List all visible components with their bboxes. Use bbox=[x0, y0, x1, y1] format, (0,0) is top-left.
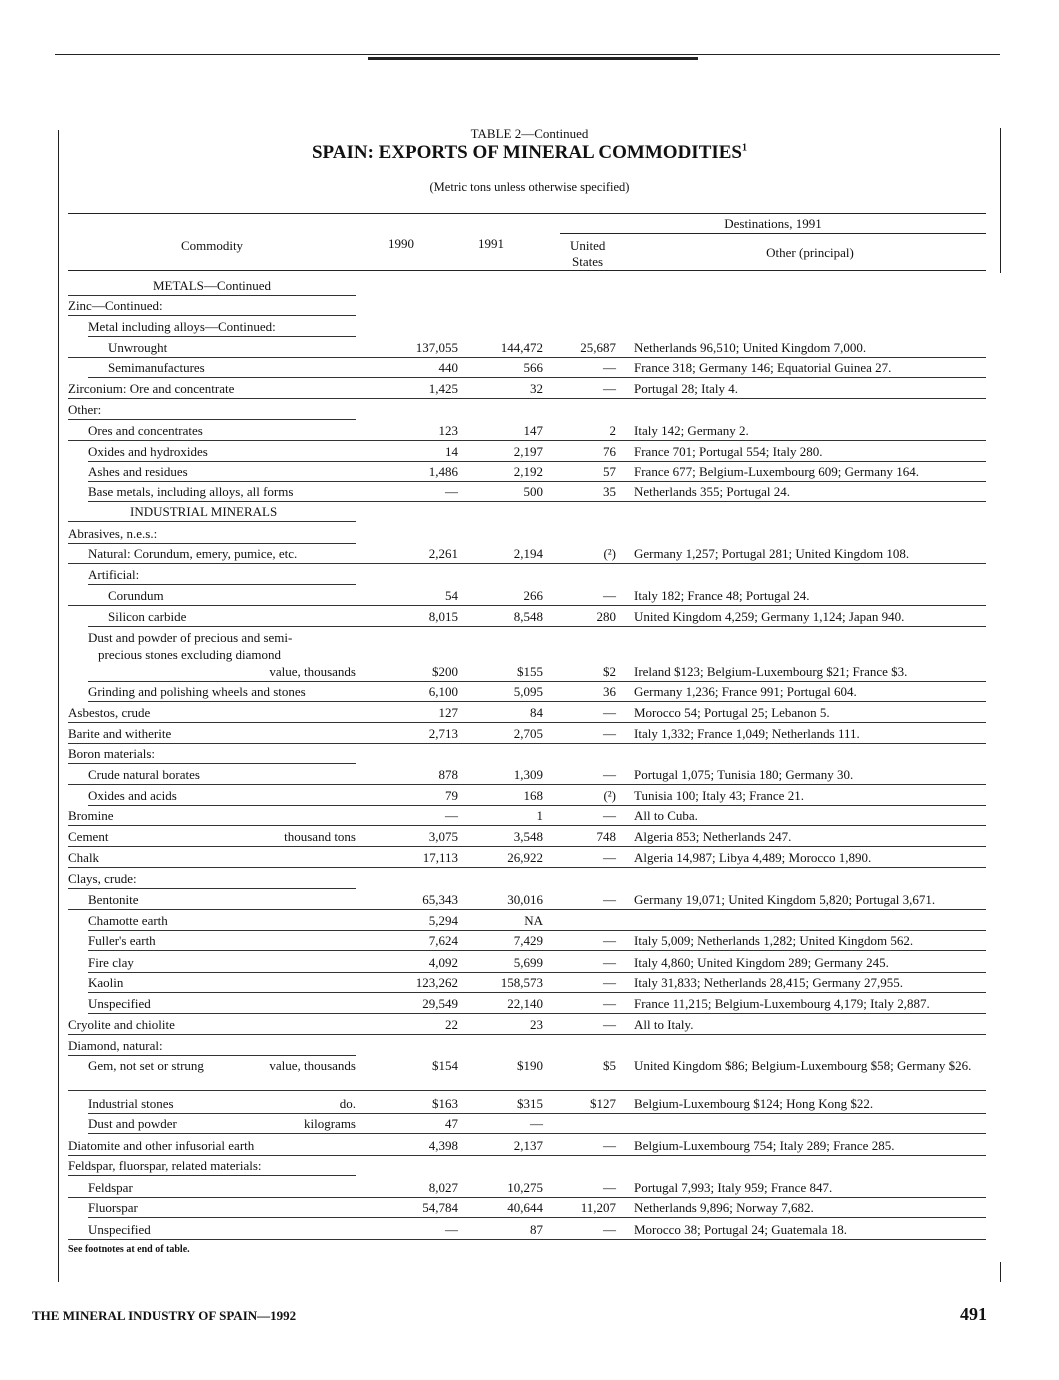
row-value-1991: 87 bbox=[530, 1222, 543, 1237]
footnote-note: See footnotes at end of table. bbox=[68, 1244, 190, 1255]
col-commodity-header: Commodity bbox=[180, 238, 244, 253]
row-rule bbox=[88, 481, 986, 482]
row-rule bbox=[68, 784, 986, 785]
row-other-destinations: All to Italy. bbox=[634, 1017, 694, 1032]
row-value-1991: NA bbox=[524, 913, 543, 928]
row-other-destinations: France 318; Germany 146; Equatorial Guinea 27. bbox=[634, 360, 892, 375]
row-other-destinations: Morocco 54; Portugal 25; Lebanon 5. bbox=[634, 705, 830, 720]
right-margin-rule-bottom bbox=[1000, 1262, 1001, 1282]
col-us-header-line2: States bbox=[572, 254, 604, 269]
col-us-header-line1: United bbox=[570, 238, 606, 253]
row-value-1991: 8,548 bbox=[513, 609, 543, 624]
row-rule bbox=[88, 1113, 986, 1114]
row-commodity: Fluorspar bbox=[88, 1200, 138, 1215]
row-rule bbox=[68, 722, 986, 723]
row-value-1990: 4,092 bbox=[428, 955, 458, 970]
row-rule bbox=[68, 909, 986, 910]
row-value-united-states: — bbox=[603, 892, 616, 907]
row-value-united-states: 2 bbox=[609, 423, 616, 438]
row-commodity: Feldspar, fluorspar, related materials: bbox=[68, 1158, 262, 1173]
row-unit: do. bbox=[339, 1096, 356, 1111]
row-value-1990: 65,343 bbox=[422, 892, 458, 907]
row-value-1990: 79 bbox=[445, 788, 458, 803]
row-commodity: Boron materials: bbox=[68, 746, 156, 761]
row-value-1991: 30,016 bbox=[507, 892, 543, 907]
row-other-destinations: Belgium-Luxembourg $124; Hong Kong $22. bbox=[634, 1096, 874, 1111]
row-rule bbox=[68, 825, 986, 826]
row-value-1990: 127 bbox=[438, 705, 458, 720]
row-value-1991: 2,197 bbox=[513, 444, 543, 459]
row-value-united-states: — bbox=[603, 933, 616, 948]
row-value-1991: 84 bbox=[530, 705, 543, 720]
row-other-destinations: Germany 19,071; United Kingdom 5,820; Portugal 3,671. bbox=[634, 892, 936, 907]
row-commodity: Chamotte earth bbox=[88, 913, 168, 928]
row-value-1991: 2,192 bbox=[513, 464, 543, 479]
row-rule bbox=[68, 521, 356, 522]
row-rule bbox=[68, 1239, 986, 1240]
row-commodity: Dust and powder bbox=[88, 1116, 177, 1131]
row-value-united-states: 25,687 bbox=[580, 340, 616, 355]
row-other-destinations: Netherlands 9,896; Norway 7,682. bbox=[634, 1200, 814, 1215]
row-rule bbox=[88, 461, 986, 462]
row-value-1991: 1,309 bbox=[513, 767, 543, 782]
row-rule bbox=[68, 1034, 986, 1035]
row-value-united-states: $2 bbox=[603, 664, 616, 679]
row-value-united-states: — bbox=[603, 850, 616, 865]
row-value-1991: 3,548 bbox=[513, 829, 543, 844]
row-other-destinations: Italy 182; France 48; Portugal 24. bbox=[634, 588, 810, 603]
row-value-1990: 3,075 bbox=[428, 829, 458, 844]
row-value-1991: 168 bbox=[523, 788, 543, 803]
row-value-1990: 878 bbox=[438, 767, 458, 782]
row-rule bbox=[68, 605, 986, 606]
row-value-united-states: — bbox=[603, 955, 616, 970]
row-commodity: Ashes and residues bbox=[88, 464, 188, 479]
row-commodity: Metal including alloys—Continued: bbox=[88, 319, 276, 334]
table-number: TABLE 2—Continued bbox=[470, 126, 589, 141]
row-other-destinations: Italy 5,009; Netherlands 1,282; United Kingdom 562. bbox=[634, 933, 914, 948]
row-other-destinations: Netherlands 96,510; United Kingdom 7,000. bbox=[634, 340, 867, 355]
row-value-1990: 8,027 bbox=[428, 1180, 458, 1195]
row-value-1991: 40,644 bbox=[507, 1200, 543, 1215]
row-rule bbox=[68, 419, 356, 420]
row-rule bbox=[88, 992, 986, 993]
row-value-1991: 23 bbox=[530, 1017, 543, 1032]
row-rule bbox=[68, 398, 986, 399]
row-value-1990: 7,624 bbox=[428, 933, 458, 948]
row-value-united-states: $127 bbox=[590, 1096, 616, 1111]
row-other-destinations: United Kingdom 4,259; Germany 1,124; Japan 940. bbox=[634, 609, 905, 624]
row-value-1991: 566 bbox=[523, 360, 543, 375]
row-rule bbox=[88, 681, 986, 682]
row-other-destinations: Germany 1,257; Portugal 281; United Kingdom 108. bbox=[634, 546, 910, 561]
row-rule bbox=[68, 743, 986, 744]
row-other-destinations: Germany 1,236; France 991; Portugal 604. bbox=[634, 684, 857, 699]
row-rule bbox=[68, 867, 986, 868]
row-value-1990: 5,294 bbox=[428, 913, 458, 928]
row-value-united-states: — bbox=[603, 767, 616, 782]
row-commodity: Barite and witherite bbox=[68, 726, 172, 741]
row-other-destinations: Algeria 853; Netherlands 247. bbox=[634, 829, 792, 844]
row-rule bbox=[68, 357, 986, 358]
row-value-united-states: 280 bbox=[596, 609, 616, 624]
row-value-united-states: (²) bbox=[603, 788, 616, 803]
row-value-1991: $155 bbox=[517, 664, 543, 679]
row-rule bbox=[88, 1217, 986, 1218]
row-commodity: Corundum bbox=[108, 588, 164, 603]
row-value-1990: 1,425 bbox=[428, 381, 458, 396]
footer-running-title: THE MINERAL INDUSTRY OF SPAIN—1992 bbox=[32, 1308, 297, 1323]
row-value-1990: 17,113 bbox=[422, 850, 458, 865]
row-value-united-states: 76 bbox=[603, 444, 616, 459]
row-value-united-states: — bbox=[603, 381, 616, 396]
row-rule bbox=[68, 1090, 986, 1091]
row-rule bbox=[88, 336, 356, 337]
row-value-1990: 2,261 bbox=[428, 546, 458, 561]
row-commodity: precious stones excluding diamond bbox=[98, 647, 282, 662]
row-unit: value, thousands bbox=[269, 664, 356, 679]
row-value-united-states: 35 bbox=[603, 484, 616, 499]
col-1991-header: 1991 bbox=[478, 236, 504, 251]
row-commodity: Feldspar bbox=[88, 1180, 133, 1195]
row-value-1990: 47 bbox=[445, 1116, 458, 1131]
row-commodity: Cement bbox=[68, 829, 109, 844]
row-commodity: Base metals, including alloys, all forms bbox=[88, 484, 294, 499]
row-rule bbox=[68, 1155, 986, 1156]
row-commodity: Ores and concentrates bbox=[88, 423, 203, 438]
row-value-united-states: 57 bbox=[603, 464, 616, 479]
row-other-destinations: Morocco 38; Portugal 24; Guatemala 18. bbox=[634, 1222, 848, 1237]
top-rule-thick bbox=[368, 57, 698, 60]
row-other-destinations: France 701; Portugal 554; Italy 280. bbox=[634, 444, 823, 459]
row-value-united-states: — bbox=[603, 1017, 616, 1032]
row-value-1990: 54,784 bbox=[422, 1200, 458, 1215]
row-commodity: Grinding and polishing wheels and stones bbox=[88, 684, 306, 699]
row-commodity: Kaolin bbox=[88, 975, 124, 990]
row-commodity: Zinc—Continued: bbox=[68, 298, 163, 313]
row-value-united-states: (²) bbox=[603, 546, 616, 561]
row-other-destinations: Italy 31,833; Netherlands 28,415; Germany 27,955. bbox=[634, 975, 903, 990]
row-commodity: Bentonite bbox=[88, 892, 139, 907]
row-rule bbox=[88, 930, 986, 931]
row-value-1991: 5,699 bbox=[513, 955, 543, 970]
row-unit: kilograms bbox=[304, 1116, 356, 1131]
row-rule bbox=[88, 701, 986, 702]
row-value-united-states: — bbox=[603, 975, 616, 990]
col-1990-header: 1990 bbox=[388, 236, 414, 251]
row-commodity: Other: bbox=[68, 402, 102, 417]
row-rule bbox=[68, 315, 356, 316]
row-commodity: Chalk bbox=[68, 850, 100, 865]
row-value-1990: $163 bbox=[432, 1096, 458, 1111]
page-number: 491 bbox=[960, 1304, 987, 1324]
row-commodity: Dust and powder of precious and semi- bbox=[88, 630, 293, 645]
row-other-destinations: Portugal 7,993; Italy 959; France 847. bbox=[634, 1180, 833, 1195]
row-value-1990: 123 bbox=[438, 423, 458, 438]
row-value-united-states: 36 bbox=[603, 684, 616, 699]
row-value-1990: 6,100 bbox=[428, 684, 458, 699]
row-value-1990: — bbox=[445, 484, 458, 499]
row-other-destinations: Ireland $123; Belgium-Luxembourg $21; France $3. bbox=[634, 664, 908, 679]
row-value-1990: 2,713 bbox=[428, 726, 458, 741]
row-other-destinations: Algeria 14,987; Libya 4,489; Morocco 1,890. bbox=[634, 850, 872, 865]
row-commodity: Silicon carbide bbox=[108, 609, 187, 624]
row-rule bbox=[68, 763, 356, 764]
row-commodity: Diamond, natural: bbox=[68, 1038, 163, 1053]
row-rule bbox=[88, 377, 986, 378]
row-value-1991: 10,275 bbox=[507, 1180, 543, 1195]
row-value-1991: 2,137 bbox=[513, 1138, 543, 1153]
row-rule bbox=[68, 440, 986, 441]
row-other-destinations: All to Cuba. bbox=[634, 808, 698, 823]
row-commodity: INDUSTRIAL MINERALS bbox=[130, 504, 278, 519]
row-value-1991: 158,573 bbox=[500, 975, 543, 990]
row-rule bbox=[88, 972, 986, 973]
row-unit: thousand tons bbox=[284, 829, 356, 844]
row-value-1990: 54 bbox=[445, 588, 458, 603]
row-commodity: Crude natural borates bbox=[88, 767, 200, 782]
row-value-united-states: — bbox=[603, 1138, 616, 1153]
destinations-rule bbox=[560, 233, 986, 234]
row-rule bbox=[68, 1197, 986, 1198]
row-rule bbox=[68, 295, 356, 296]
row-value-united-states: $5 bbox=[603, 1058, 616, 1073]
row-commodity: Semimanufactures bbox=[108, 360, 205, 375]
table-subtitle: (Metric tons unless otherwise specified) bbox=[429, 180, 630, 194]
row-value-1990: — bbox=[445, 808, 458, 823]
row-commodity: Unspecified bbox=[88, 1222, 151, 1237]
row-value-united-states: — bbox=[603, 588, 616, 603]
row-value-1991: 22,140 bbox=[507, 996, 543, 1011]
row-value-1990: $200 bbox=[432, 664, 458, 679]
row-rule bbox=[88, 584, 356, 585]
row-commodity: Artificial: bbox=[88, 567, 140, 582]
title-footnote-mark: 1 bbox=[742, 142, 748, 154]
row-value-1990: 14 bbox=[445, 444, 458, 459]
row-value-1991: 5,095 bbox=[513, 684, 543, 699]
row-value-1990: 1,486 bbox=[428, 464, 458, 479]
row-other-destinations: United Kingdom $86; Belgium-Luxembourg $58; Germany $26. bbox=[634, 1058, 972, 1073]
row-value-1991: 147 bbox=[523, 423, 543, 438]
row-value-united-states: — bbox=[603, 1222, 616, 1237]
row-value-united-states: — bbox=[603, 996, 616, 1011]
row-value-1990: 137,055 bbox=[415, 340, 458, 355]
header-top-rule bbox=[68, 213, 986, 214]
row-value-1991: 500 bbox=[523, 484, 543, 499]
col-destinations-header: Destinations, 1991 bbox=[724, 216, 822, 231]
row-value-1990: 22 bbox=[445, 1017, 458, 1032]
row-other-destinations: France 677; Belgium-Luxembourg 609; Germany 164. bbox=[634, 464, 919, 479]
left-margin-rule bbox=[58, 130, 59, 1282]
row-value-1990: — bbox=[445, 1222, 458, 1237]
table-title bbox=[0, 142, 1059, 164]
row-commodity: Oxides and acids bbox=[88, 788, 177, 803]
row-value-1991: 2,705 bbox=[513, 726, 543, 741]
row-commodity: Gem, not set or strung bbox=[88, 1058, 204, 1073]
top-rule bbox=[55, 54, 1000, 55]
row-value-1991: 26,922 bbox=[507, 850, 543, 865]
row-commodity: METALS—Continued bbox=[152, 278, 272, 293]
row-commodity: Oxides and hydroxides bbox=[88, 444, 208, 459]
row-value-united-states: 11,207 bbox=[580, 1200, 616, 1215]
row-value-1990: 4,398 bbox=[428, 1138, 458, 1153]
row-other-destinations: Italy 1,332; France 1,049; Netherlands 111. bbox=[634, 726, 860, 741]
row-value-1990: 8,015 bbox=[428, 609, 458, 624]
row-other-destinations: Italy 4,860; United Kingdom 289; Germany 245. bbox=[634, 955, 889, 970]
row-rule bbox=[68, 563, 986, 564]
row-rule bbox=[68, 846, 986, 847]
row-commodity: Fire clay bbox=[88, 955, 134, 970]
row-value-1991: 7,429 bbox=[513, 933, 543, 948]
row-commodity: Natural: Corundum, emery, pumice, etc. bbox=[88, 546, 298, 561]
row-commodity: Diatomite and other infusorial earth bbox=[68, 1138, 255, 1153]
row-value-united-states: 748 bbox=[596, 829, 616, 844]
row-other-destinations: Portugal 1,075; Tunisia 180; Germany 30. bbox=[634, 767, 854, 782]
row-commodity: Fuller's earth bbox=[88, 933, 156, 948]
row-other-destinations: Netherlands 355; Portugal 24. bbox=[634, 484, 790, 499]
row-rule bbox=[68, 1175, 356, 1176]
row-commodity: Zirconium: Ore and concentrate bbox=[68, 381, 235, 396]
row-value-united-states: — bbox=[603, 726, 616, 741]
row-value-1991: $315 bbox=[517, 1096, 543, 1111]
row-value-united-states: — bbox=[603, 705, 616, 720]
row-rule bbox=[68, 543, 356, 544]
row-value-1991: 144,472 bbox=[500, 340, 543, 355]
row-value-1991: — bbox=[530, 1116, 543, 1131]
row-other-destinations: France 11,215; Belgium-Luxembourg 4,179; Italy 2,887. bbox=[634, 996, 930, 1011]
row-rule bbox=[88, 805, 986, 806]
row-commodity: Asbestos, crude bbox=[68, 705, 151, 720]
row-rule bbox=[88, 626, 986, 627]
row-rule bbox=[88, 501, 986, 502]
row-rule bbox=[68, 888, 356, 889]
row-other-destinations: Belgium-Luxembourg 754; Italy 289; France 285. bbox=[634, 1138, 895, 1153]
header-bottom-rule bbox=[68, 270, 986, 271]
row-value-1990: 123,262 bbox=[415, 975, 458, 990]
row-value-1991: 266 bbox=[523, 588, 543, 603]
row-commodity: Unspecified bbox=[88, 996, 151, 1011]
row-value-united-states: — bbox=[603, 360, 616, 375]
row-rule bbox=[88, 1133, 986, 1134]
row-value-united-states: — bbox=[603, 808, 616, 823]
row-commodity: Cryolite and chiolite bbox=[68, 1017, 175, 1032]
row-commodity: Industrial stones bbox=[88, 1096, 174, 1111]
row-value-1991: 2,194 bbox=[513, 546, 543, 561]
row-value-1990: 440 bbox=[438, 360, 458, 375]
row-rule bbox=[88, 950, 986, 951]
row-rule bbox=[88, 1013, 986, 1014]
row-rule bbox=[68, 1055, 356, 1056]
row-other-destinations: Italy 142; Germany 2. bbox=[634, 423, 749, 438]
row-other-destinations: Tunisia 100; Italy 43; France 21. bbox=[634, 788, 804, 803]
row-value-1991: 32 bbox=[530, 381, 543, 396]
row-value-united-states: — bbox=[603, 1180, 616, 1195]
row-value-1991: $190 bbox=[517, 1058, 543, 1073]
row-value-1990: 29,549 bbox=[422, 996, 458, 1011]
row-commodity: Clays, crude: bbox=[68, 871, 137, 886]
col-other-header: Other (principal) bbox=[766, 245, 854, 260]
row-commodity: Abrasives, n.e.s.: bbox=[68, 526, 158, 541]
row-value-1990: $154 bbox=[432, 1058, 458, 1073]
row-unit: value, thousands bbox=[269, 1058, 356, 1073]
row-commodity: Bromine bbox=[68, 808, 114, 823]
row-value-1991: 1 bbox=[536, 808, 543, 823]
row-commodity: Unwrought bbox=[108, 340, 168, 355]
row-other-destinations: Portugal 28; Italy 4. bbox=[634, 381, 738, 396]
table-title-text: SPAIN: EXPORTS OF MINERAL COMMODITIES bbox=[311, 142, 743, 163]
